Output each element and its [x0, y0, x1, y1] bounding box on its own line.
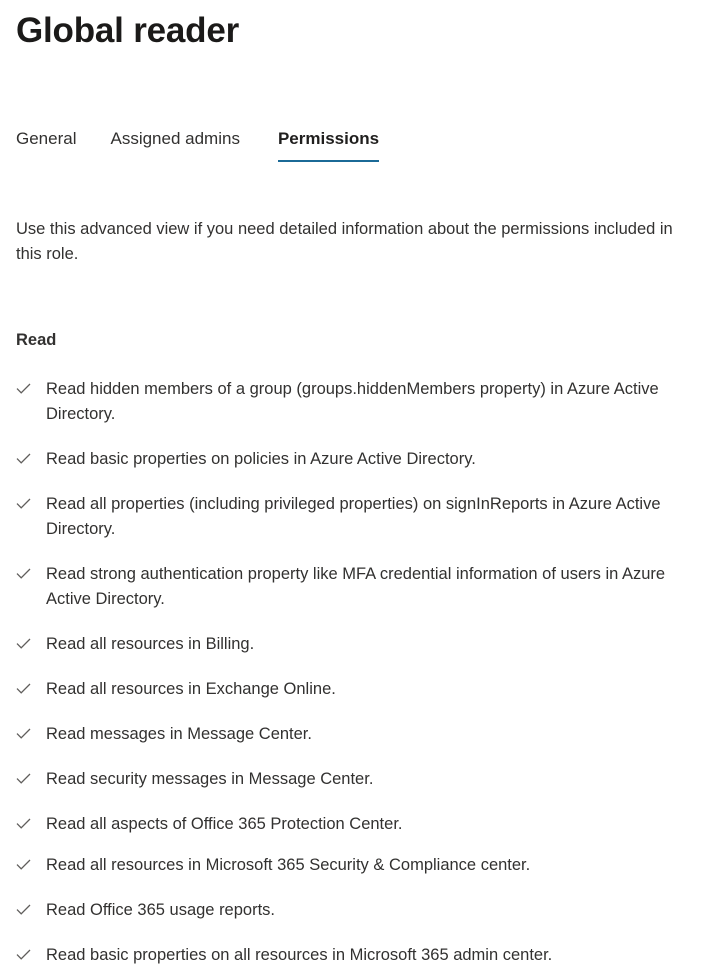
permission-text: Read basic properties on all resources in Microsoft 365 admin center.: [46, 946, 553, 964]
permission-item: [16, 632, 700, 657]
permission-item: [16, 898, 700, 923]
permission-text: Read basic properties on policies in Azure Active Directory.: [46, 450, 476, 468]
checkmark-icon: [16, 632, 46, 657]
permission-item: [16, 767, 700, 792]
permission-item: [16, 447, 700, 472]
checkmark-icon: [16, 492, 46, 517]
permission-item: [16, 677, 700, 702]
page-title: Global reader: [16, 11, 240, 50]
checkmark-icon: [16, 853, 46, 878]
permission-item: [16, 853, 700, 878]
tab-bar: [16, 124, 379, 164]
permission-text: Read all resources in Exchange Online.: [46, 680, 336, 698]
checkmark-icon: [16, 677, 46, 702]
permission-text: Read Office 365 usage reports.: [46, 901, 276, 919]
permission-item: [16, 812, 700, 837]
permission-text: Read strong authentication property like MFA credential information of users in Azure Active Directory.: [46, 565, 666, 608]
tab-general[interactable]: General: [16, 129, 77, 148]
checkmark-icon: [16, 722, 46, 747]
checkmark-icon: [16, 562, 46, 587]
tab-permissions[interactable]: Permissions: [278, 124, 379, 162]
permission-text: Read messages in Message Center.: [46, 725, 312, 743]
permission-item: [16, 943, 700, 968]
permission-text: Read all properties (including privileged properties) on signInReports in Azure Active Directory.: [46, 495, 661, 538]
permission-text: Read hidden members of a group (groups.hiddenMembers property) in Azure Active Directory.: [46, 380, 659, 423]
checkmark-icon: [16, 898, 46, 923]
permission-text: Read all resources in Microsoft 365 Security & Compliance center.: [46, 856, 531, 874]
section-heading-read: Read: [16, 331, 57, 349]
permission-item: [16, 492, 700, 542]
permission-item: [16, 722, 700, 747]
checkmark-icon: [16, 943, 46, 968]
checkmark-icon: [16, 812, 46, 837]
checkmark-icon: [16, 377, 46, 402]
checkmark-icon: [16, 767, 46, 792]
permission-text: Read security messages in Message Center.: [46, 770, 374, 788]
permission-text: Read all aspects of Office 365 Protection Center.: [46, 815, 403, 833]
permission-item: [16, 562, 700, 612]
permission-item: [16, 377, 700, 427]
checkmark-icon: [16, 447, 46, 472]
permissions-description: Use this advanced view if you need detailed information about the permissions included in this role.: [16, 220, 673, 263]
tab-assigned-admins[interactable]: Assigned admins: [110, 129, 240, 148]
permission-text: Read all resources in Billing.: [46, 635, 255, 653]
